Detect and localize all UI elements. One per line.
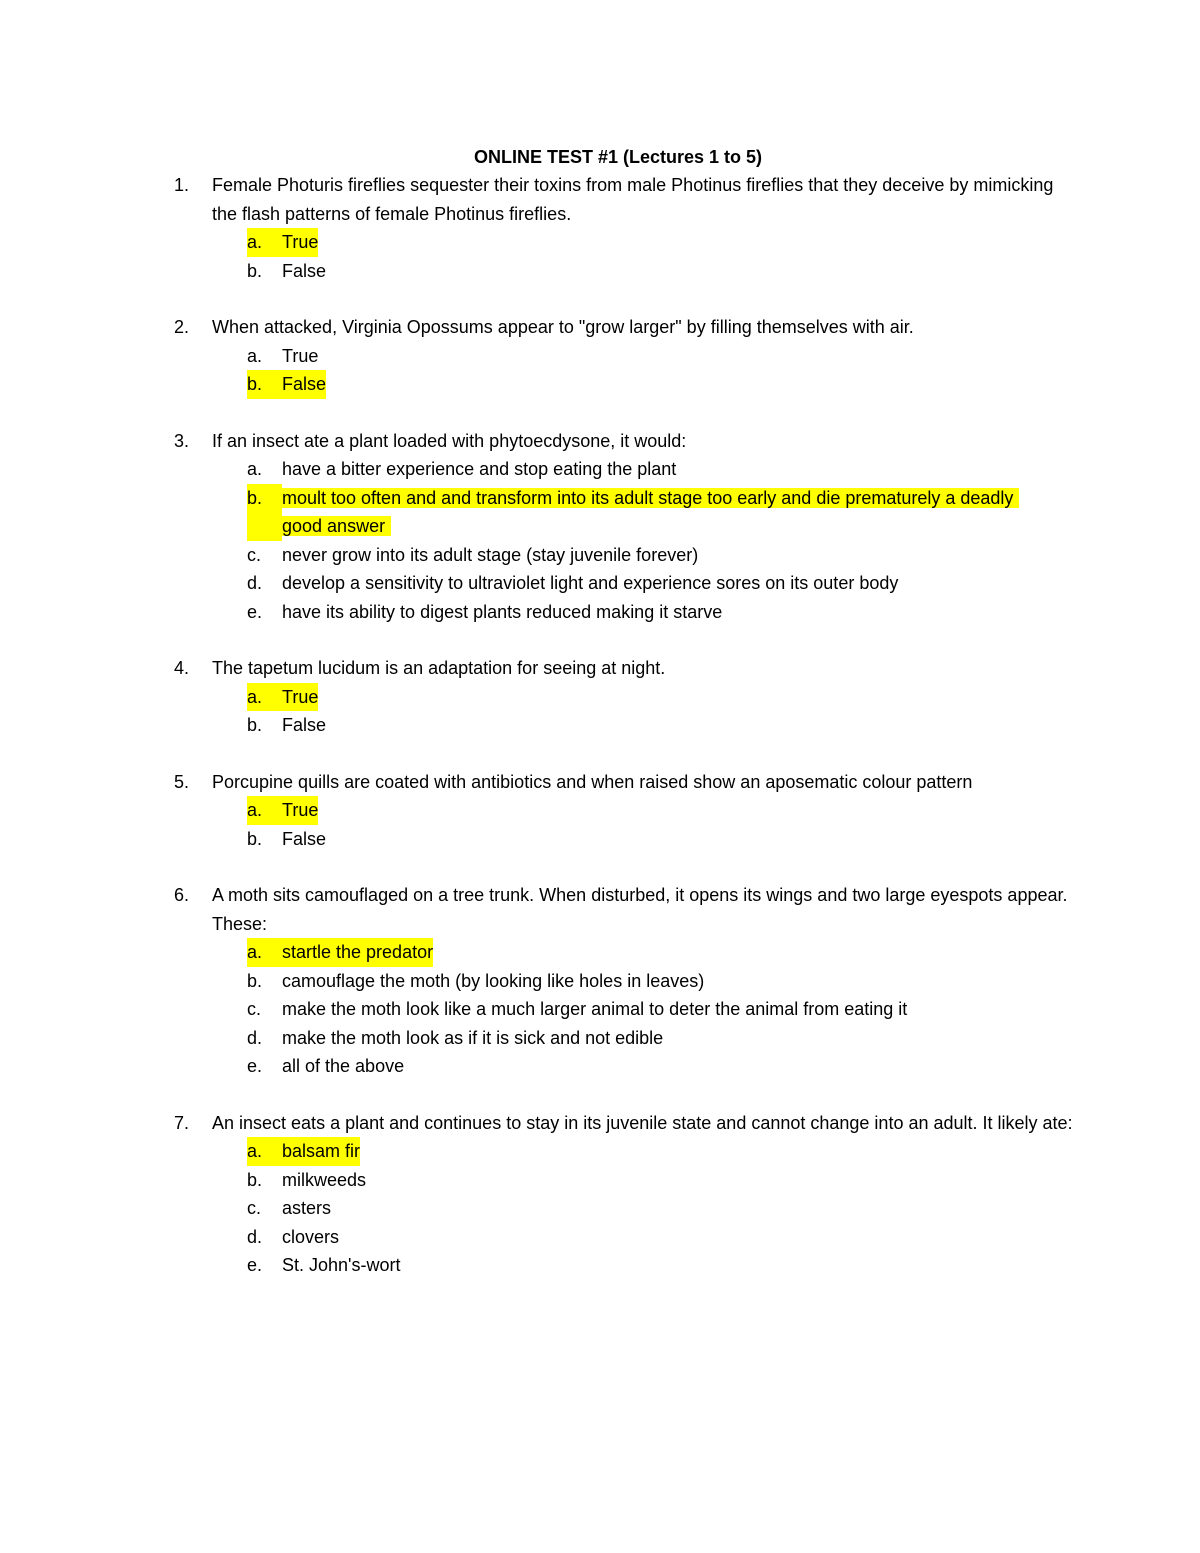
option-text: startle the predator (282, 938, 433, 967)
option-letter: a. (247, 459, 263, 479)
option-letter: a. (247, 1137, 282, 1166)
option-item-correct (247, 484, 1074, 541)
page-title: ONLINE TEST #1 (Lectures 1 to 5) (473, 147, 763, 167)
option-letter: a. (247, 228, 282, 257)
question-row (174, 313, 1074, 342)
question-item (174, 427, 1074, 627)
question-row (174, 171, 1074, 228)
option-item (247, 967, 1074, 996)
option-item-correct (247, 683, 1074, 712)
option-text: never grow into its adult stage (stay juvenile forever) (282, 544, 699, 565)
option-text: True (282, 683, 318, 712)
option-list (174, 228, 1074, 285)
option-letter: c. (247, 999, 262, 1019)
option-letter: b. (247, 370, 282, 399)
option-letter: e. (247, 1056, 263, 1076)
option-item (247, 257, 1074, 286)
option-item-correct (247, 228, 1074, 257)
question-text: The tapetum lucidum is an adaptation for seeing at night. (212, 658, 666, 678)
option-letter: b. (247, 260, 263, 281)
option-letter: e. (247, 601, 263, 622)
option-letter: e. (247, 1255, 263, 1275)
question-row (174, 427, 1074, 456)
question-item (174, 654, 1074, 740)
option-item (247, 569, 1074, 598)
option-text: True (282, 796, 318, 825)
question-number: 1. (174, 175, 190, 195)
option-letter: b. (247, 484, 282, 541)
option-list (174, 938, 1074, 1081)
question-text: When attacked, Virginia Opossums appear to "grow larger" by filling themselves with air. (212, 317, 914, 337)
option-letter: a. (247, 938, 282, 967)
question-number: 4. (174, 658, 190, 678)
question-text: If an insect ate a plant loaded with phytoecdysone, it would: (212, 430, 687, 451)
option-list (174, 1137, 1074, 1280)
option-text: False (282, 828, 327, 849)
option-list (174, 796, 1074, 853)
option-list (174, 455, 1074, 626)
question-row (174, 1109, 1074, 1138)
option-text: balsam fir (282, 1137, 360, 1166)
option-text: all of the above (282, 1056, 405, 1076)
option-item-correct (247, 796, 1074, 825)
option-item (247, 995, 1074, 1024)
question-row (174, 881, 1074, 938)
question-list (174, 171, 1074, 1308)
option-letter: b. (247, 715, 263, 735)
option-text: St. John's-wort (282, 1255, 401, 1275)
option-text: have a bitter experience and stop eating the plant (282, 459, 677, 479)
option-letter: c. (247, 544, 262, 565)
question-number: 3. (174, 430, 190, 451)
option-text (282, 484, 1052, 541)
option-text: develop a sensitivity to ultraviolet light and experience sores on its outer body (282, 573, 899, 593)
option-text: False (282, 715, 327, 735)
option-item-correct (247, 938, 1074, 967)
option-text: False (282, 370, 326, 399)
option-item (247, 1251, 1074, 1280)
option-letter: d. (247, 1027, 263, 1048)
option-text: True (282, 228, 318, 257)
question-number: 6. (174, 885, 190, 905)
question-row (174, 654, 1074, 683)
question-text: Female Photuris fireflies sequester their toxins from male Photinus fireflies that they deceive by mimicking the flash patterns of female Photinus fireflies. (212, 175, 1054, 224)
option-text: clovers (282, 1226, 340, 1247)
option-list (174, 683, 1074, 740)
option-letter: d. (247, 573, 263, 593)
option-text: asters (282, 1198, 332, 1218)
option-text: True (282, 345, 319, 366)
option-letter: b. (247, 1169, 263, 1190)
option-item (247, 342, 1074, 371)
question-number: 5. (174, 771, 190, 792)
question-number: 2. (174, 317, 190, 337)
question-item (174, 171, 1074, 285)
question-text: A moth sits camouflaged on a tree trunk. When disturbed, it opens its wings and two large eyespots appear. These: (212, 885, 1068, 934)
option-letter: b. (247, 970, 263, 991)
option-text: False (282, 260, 327, 281)
option-item (247, 1052, 1074, 1081)
option-text: make the moth look like a much larger animal to deter the animal from eating it (282, 999, 908, 1019)
option-item (247, 1166, 1074, 1195)
question-item (174, 881, 1074, 1081)
option-text: camouflage the moth (by looking like holes in leaves) (282, 970, 705, 991)
option-letter: d. (247, 1226, 263, 1247)
option-text: milkweeds (282, 1169, 367, 1190)
option-text-highlight: moult too often and and transform into its adult stage too early and die prematurely a deadly good answer (282, 488, 1019, 537)
option-item-correct (247, 1137, 1074, 1166)
option-item (247, 598, 1074, 627)
option-item (247, 1223, 1074, 1252)
option-item (247, 825, 1074, 854)
option-item (247, 541, 1074, 570)
option-text: make the moth look as if it is sick and not edible (282, 1027, 664, 1048)
option-item-correct (247, 370, 1074, 399)
option-letter: a. (247, 796, 282, 825)
option-item (247, 455, 1074, 484)
question-item (174, 1109, 1074, 1280)
question-row (174, 768, 1074, 797)
option-letter: c. (247, 1198, 262, 1218)
option-list (174, 342, 1074, 399)
option-item (247, 1024, 1074, 1053)
question-number: 7. (174, 1112, 190, 1133)
option-letter: b. (247, 828, 263, 849)
option-letter: a. (247, 683, 282, 712)
question-text: Porcupine quills are coated with antibiotics and when raised show an aposematic colour pattern (212, 771, 973, 792)
option-item (247, 711, 1074, 740)
option-item (247, 1194, 1074, 1223)
question-item (174, 768, 1074, 854)
option-letter: a. (247, 345, 263, 366)
option-text: have its ability to digest plants reduced making it starve (282, 601, 723, 622)
question-text: An insect eats a plant and continues to stay in its juvenile state and cannot change into an adult. It likely ate: (212, 1112, 1073, 1133)
question-item (174, 313, 1074, 399)
